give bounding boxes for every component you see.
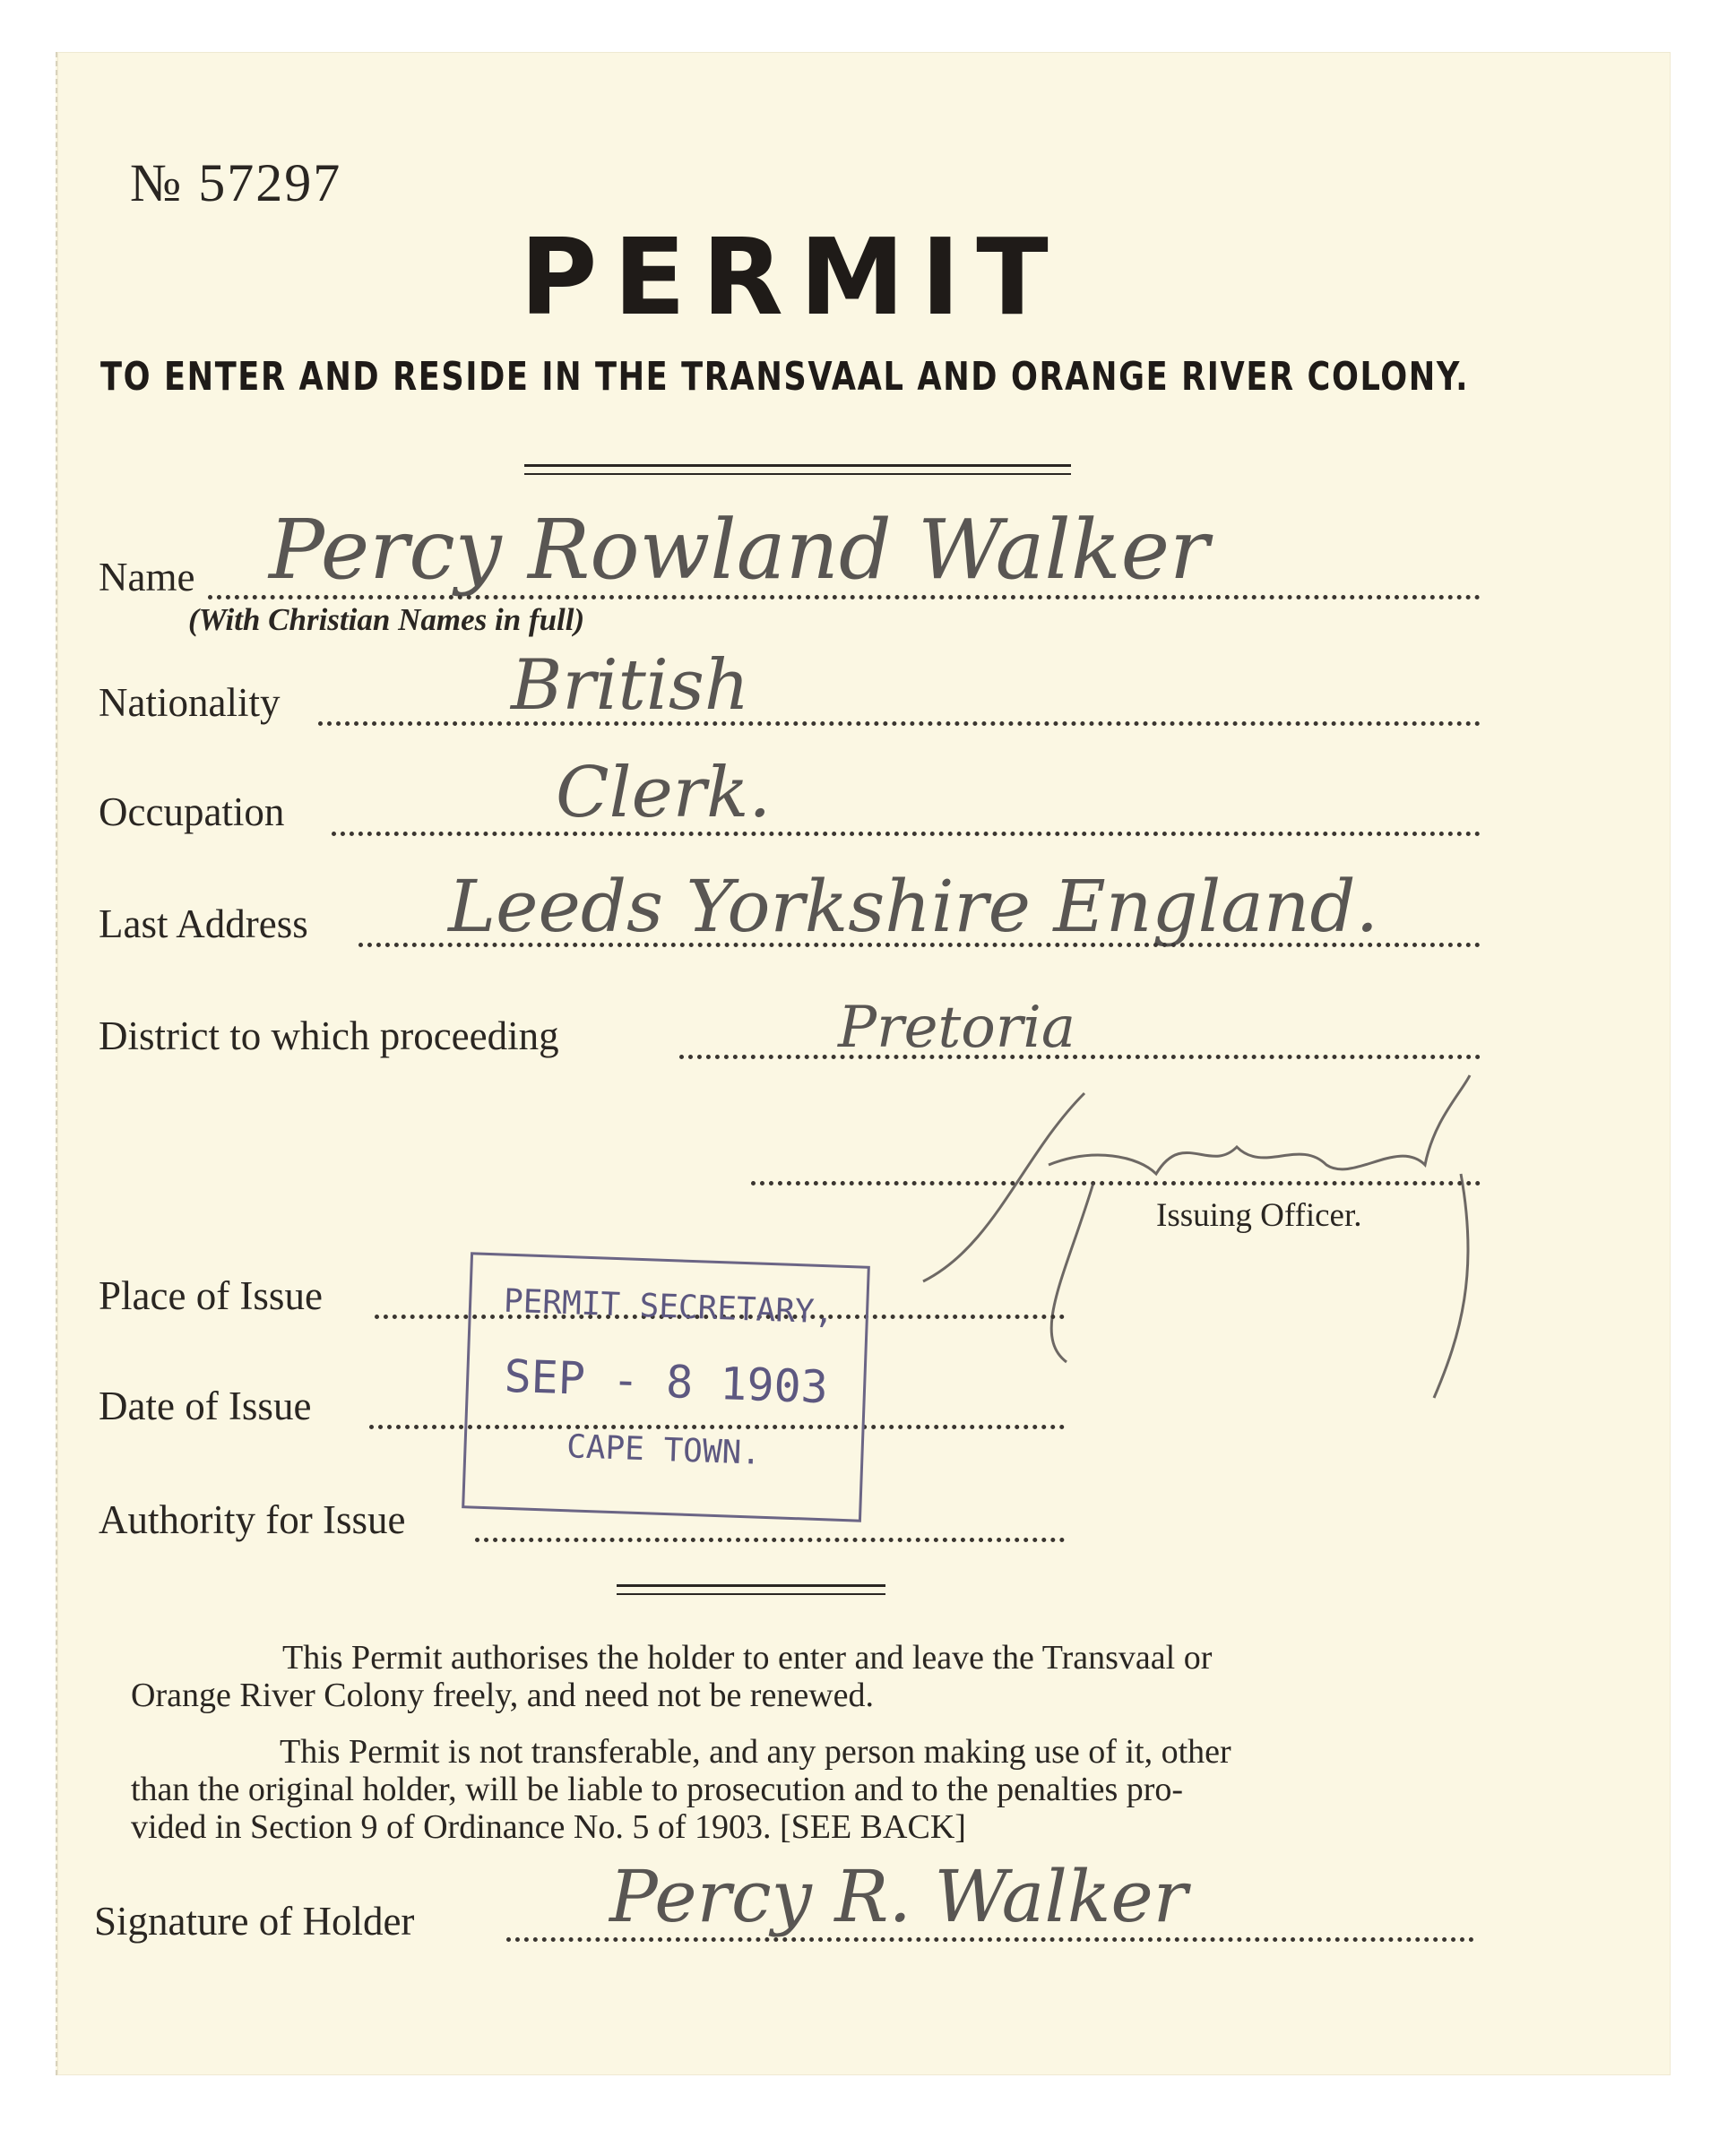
lower-rule-top	[617, 1584, 885, 1587]
issuing-officer-label: Issuing Officer.	[1156, 1197, 1362, 1234]
note-para1-line2: Orange River Colony freely, and need not be renewed.	[131, 1677, 875, 1714]
authority-for-issue-line	[475, 1538, 1065, 1542]
last-address-label: Last Address	[99, 901, 308, 946]
header-rule-bottom	[524, 473, 1071, 475]
authority-for-issue-label: Authority for Issue	[99, 1497, 406, 1542]
date-of-issue-label: Date of Issue	[99, 1384, 312, 1428]
signature-of-holder-label: Signature of Holder	[94, 1899, 415, 1944]
last-address-handwritten: Leeds Yorkshire England.	[448, 865, 1379, 948]
district-label: District to which proceeding	[99, 1013, 559, 1058]
note-para2-line1: This Permit is not transferable, and any person making use of it, other	[280, 1733, 1231, 1771]
nationality-handwritten: British	[511, 645, 750, 726]
note-para2-line3: vided in Section 9 of Ordinance No. 5 of 1903. [SEE BACK]	[131, 1808, 966, 1846]
nationality-label: Nationality	[99, 680, 281, 725]
permit-subtitle: TO ENTER AND RESIDE IN THE TRANSVAAL AND ORANGE RIVER COLONY.	[100, 354, 1470, 400]
permit-secretary-stamp	[462, 1252, 870, 1522]
stamp-line-2: SEP - 8 1903	[503, 1349, 829, 1414]
occupation-line	[332, 832, 1481, 836]
permit-number: № 57297	[130, 153, 342, 212]
district-handwritten: Pretoria	[838, 995, 1075, 1061]
place-of-issue-label: Place of Issue	[99, 1273, 323, 1318]
name-note: (With Christian Names in full)	[188, 602, 585, 637]
note-para1-line1: This Permit authorises the holder to enter and leave the Transvaal or	[282, 1639, 1213, 1677]
occupation-label: Occupation	[99, 789, 285, 834]
holder-signature: Percy R. Walker	[609, 1855, 1188, 1938]
stamp-line-3: CAPE TOWN.	[566, 1428, 762, 1472]
permit-title: PERMIT	[520, 215, 1065, 339]
stamp-line-1: PERMIT SECRETARY,	[503, 1282, 834, 1332]
name-handwritten: Percy Rowland Walker	[269, 502, 1210, 598]
nationality-line	[318, 721, 1481, 726]
name-label: Name	[99, 555, 195, 599]
note-para2-line2: than the original holder, will be liable to prosecution and to the penalties pro-	[131, 1771, 1184, 1808]
header-rule-top	[524, 464, 1071, 467]
lower-rule-bottom	[617, 1593, 885, 1595]
occupation-handwritten: Clerk.	[556, 753, 772, 833]
